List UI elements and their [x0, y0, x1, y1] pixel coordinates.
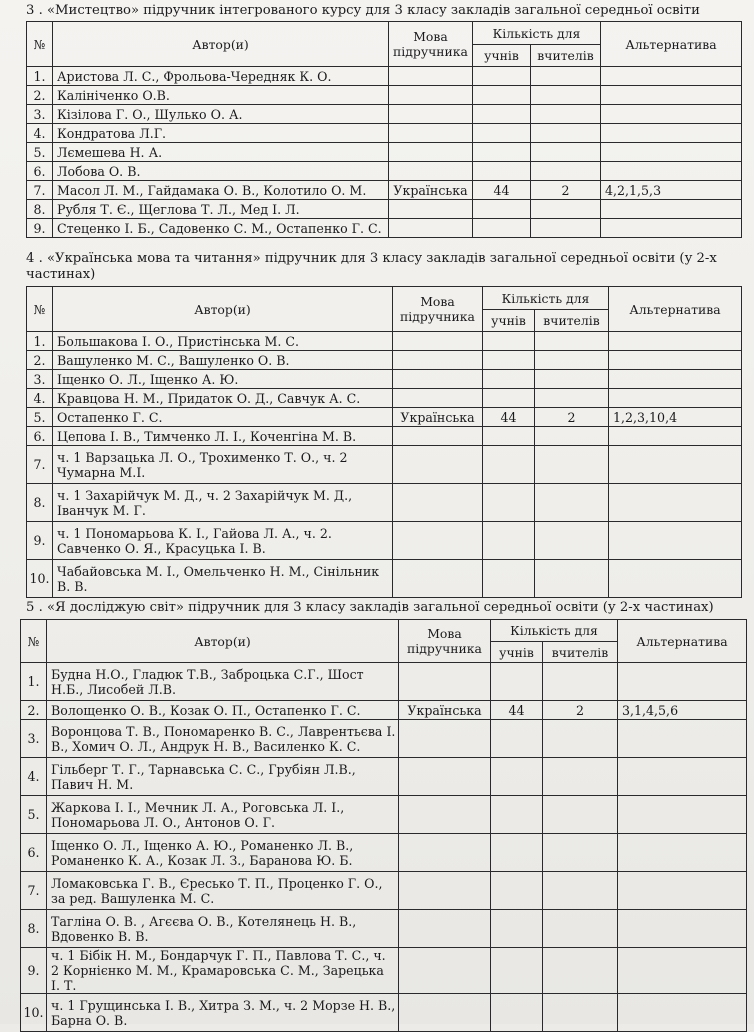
students-count-cell	[491, 872, 543, 910]
language-cell	[399, 663, 491, 701]
language-cell	[399, 758, 491, 796]
table-row	[27, 427, 742, 446]
author-cell: Аристова Л. С., Фрольова-Чередняк К. О.	[53, 67, 389, 86]
author-cell: Воронцова Т. В., Пономаренко В. С., Лаврентьєва І. В., Хомич О. Л., Андрук Н. В., Василенко К. С.	[47, 720, 399, 758]
author-cell: Кравцова Н. М., Придаток О. Д., Савчук А. С.	[53, 389, 393, 408]
author-cell: Большакова І. О., Пристінська М. С.	[53, 332, 393, 351]
header-alt: Альтернатива	[618, 620, 747, 663]
students-count-cell: 44	[483, 408, 535, 427]
table-row	[27, 446, 742, 484]
students-count-cell	[483, 389, 535, 408]
header-students: учнів	[491, 642, 543, 663]
language-cell	[389, 219, 473, 238]
table-row	[27, 162, 742, 181]
alternative-cell	[618, 663, 747, 701]
section-caption: 3 . «Мистецтво» підручник інтегрованого курсу для 3 класу закладів загальної середньої освіти	[26, 3, 700, 18]
row-number: 5.	[27, 143, 53, 162]
author-cell: ч. 1 Захарійчук М. Д., ч. 2 Захарійчук М. Д., Іванчук М. Г.	[53, 484, 393, 522]
language-cell	[389, 200, 473, 219]
row-number: 6.	[27, 162, 53, 181]
teachers-count-cell	[535, 427, 609, 446]
header-qty: Кількість для	[483, 287, 609, 310]
language-cell	[399, 720, 491, 758]
teachers-count-cell	[531, 124, 601, 143]
language-cell	[393, 389, 483, 408]
teachers-count-cell	[535, 389, 609, 408]
row-number: 7.	[27, 446, 53, 484]
language-cell	[399, 910, 491, 948]
students-count-cell	[483, 522, 535, 560]
students-count-cell	[483, 332, 535, 351]
row-number: 6.	[21, 834, 47, 872]
row-number: 1.	[27, 332, 53, 351]
author-cell: Кізілова Г. О., Шулько О. А.	[53, 105, 389, 124]
table-row	[21, 910, 747, 948]
author-cell: Кондратова Л.Г.	[53, 124, 389, 143]
teachers-count-cell	[531, 86, 601, 105]
language-cell	[393, 332, 483, 351]
language-cell	[389, 124, 473, 143]
row-number: 7.	[27, 181, 53, 200]
students-count-cell	[491, 834, 543, 872]
table-row	[27, 124, 742, 143]
alternative-cell	[601, 124, 742, 143]
teachers-count-cell	[531, 219, 601, 238]
students-count-cell	[473, 219, 531, 238]
table-row	[21, 872, 747, 910]
teachers-count-cell: 2	[535, 408, 609, 427]
students-count-cell	[473, 67, 531, 86]
students-count-cell	[491, 796, 543, 834]
alternative-cell	[609, 484, 742, 522]
author-cell: Волощенко О. В., Козак О. П., Остапенко Г. С.	[47, 701, 399, 720]
author-cell: ч. 1 Пономарьова К. І., Гайова Л. А., ч. 2. Савченко О. Я., Красуцька І. В.	[53, 522, 393, 560]
alternative-cell	[618, 948, 747, 994]
language-cell	[399, 796, 491, 834]
language-cell	[399, 994, 491, 1032]
language-cell: Українська	[399, 701, 491, 720]
alternative-cell	[609, 370, 742, 389]
textbook-table-art	[26, 21, 742, 238]
table-row	[27, 408, 742, 427]
language-cell	[389, 143, 473, 162]
author-cell: Гільберг Т. Г., Тарнавська С. С., Грубіян Л.В., Павич Н. М.	[47, 758, 399, 796]
teachers-count-cell	[543, 796, 618, 834]
students-count-cell	[491, 948, 543, 994]
table-row	[27, 522, 742, 560]
row-number: 8.	[27, 200, 53, 219]
author-cell: Калініченко О.В.	[53, 86, 389, 105]
row-number: 4.	[27, 389, 53, 408]
table-row	[27, 200, 742, 219]
students-count-cell	[473, 143, 531, 162]
header-author: Автор(и)	[47, 620, 399, 663]
language-cell	[393, 446, 483, 484]
row-number: 3.	[27, 105, 53, 124]
teachers-count-cell	[531, 143, 601, 162]
teachers-count-cell	[535, 370, 609, 389]
row-number: 3.	[21, 720, 47, 758]
language-cell	[399, 948, 491, 994]
header-lang: Мова підручника	[393, 287, 483, 332]
author-cell: ч. 1 Бібік Н. М., Бондарчук Г. П., Павлова Т. С., ч. 2 Корнієнко М. М., Крамаровська С. М., Зарецька І. Т.	[47, 948, 399, 994]
students-count-cell	[491, 910, 543, 948]
teachers-count-cell	[543, 948, 618, 994]
table-row	[27, 219, 742, 238]
header-teachers: вчителів	[543, 642, 618, 663]
header-lang: Мова підручника	[389, 22, 473, 67]
table-row	[27, 370, 742, 389]
header-students: учнів	[473, 45, 531, 67]
row-number: 9.	[21, 948, 47, 994]
row-number: 5.	[27, 408, 53, 427]
header-num: №	[27, 287, 53, 332]
table-row	[21, 701, 747, 720]
language-cell	[393, 522, 483, 560]
alternative-cell	[609, 560, 742, 598]
row-number: 9.	[27, 522, 53, 560]
teachers-count-cell	[535, 484, 609, 522]
author-cell: Чабайовська М. І., Омельченко Н. М., Сінільник В. В.	[53, 560, 393, 598]
language-cell	[393, 351, 483, 370]
row-number: 2.	[27, 86, 53, 105]
row-number: 1.	[27, 67, 53, 86]
alternative-cell	[618, 910, 747, 948]
row-number: 8.	[21, 910, 47, 948]
alternative-cell: 3,1,4,5,6	[618, 701, 747, 720]
teachers-count-cell	[543, 872, 618, 910]
language-cell	[393, 560, 483, 598]
students-count-cell	[483, 484, 535, 522]
author-cell: ч. 1 Грущинська І. В., Хитра З. М., ч. 2 Морзе Н. В., Барна О. В.	[47, 994, 399, 1032]
row-number: 6.	[27, 427, 53, 446]
author-cell: Жаркова І. І., Мечник Л. А., Роговська Л. І., Пономарьова Л. О., Антонов О. Г.	[47, 796, 399, 834]
students-count-cell	[483, 370, 535, 389]
teachers-count-cell	[543, 994, 618, 1032]
teachers-count-cell	[531, 162, 601, 181]
header-qty: Кількість для	[473, 22, 601, 45]
header-teachers: вчителів	[531, 45, 601, 67]
language-cell	[389, 67, 473, 86]
author-cell: Тагліна О. В. , Агєєва О. В., Котелянець Н. В., Вдовенко В. В.	[47, 910, 399, 948]
teachers-count-cell	[543, 663, 618, 701]
teachers-count-cell	[535, 332, 609, 351]
teachers-count-cell	[535, 560, 609, 598]
header-alt: Альтернатива	[609, 287, 742, 332]
table-row	[27, 143, 742, 162]
header-alt: Альтернатива	[601, 22, 742, 67]
author-cell: Іщенко О. Л., Іщенко А. Ю.	[53, 370, 393, 389]
table-row	[27, 105, 742, 124]
alternative-cell	[618, 872, 747, 910]
teachers-count-cell: 2	[531, 181, 601, 200]
alternative-cell	[618, 720, 747, 758]
teachers-count-cell	[535, 522, 609, 560]
table-row	[27, 332, 742, 351]
table-row	[21, 948, 747, 994]
alternative-cell	[609, 389, 742, 408]
row-number: 9.	[27, 219, 53, 238]
students-count-cell	[483, 446, 535, 484]
author-cell: Лємешева Н. А.	[53, 143, 389, 162]
students-count-cell	[483, 351, 535, 370]
alternative-cell: 1,2,3,10,4	[609, 408, 742, 427]
table-row	[21, 720, 747, 758]
table-row	[27, 484, 742, 522]
row-number: 10.	[21, 994, 47, 1032]
language-cell	[393, 484, 483, 522]
teachers-count-cell	[531, 105, 601, 124]
alternative-cell	[618, 994, 747, 1032]
students-count-cell	[491, 994, 543, 1032]
author-cell: Вашуленко М. С., Вашуленко О. В.	[53, 351, 393, 370]
language-cell: Українська	[389, 181, 473, 200]
language-cell: Українська	[393, 408, 483, 427]
row-number: 1.	[21, 663, 47, 701]
table-row	[27, 389, 742, 408]
section-caption: 5 . «Я досліджую світ» підручник для 3 класу закладів загальної середньої освіти (у 2-х частинах)	[26, 600, 714, 615]
students-count-cell	[473, 105, 531, 124]
teachers-count-cell	[531, 67, 601, 86]
alternative-cell: 4,2,1,5,3	[601, 181, 742, 200]
author-cell: Будна Н.О., Гладюк Т.В., Заброцька С.Г., Шост Н.Б., Лисобей Л.В.	[47, 663, 399, 701]
alternative-cell	[601, 86, 742, 105]
author-cell: ч. 1 Варзацька Л. О., Трохименко Т. О., ч. 2 Чумарна М.І.	[53, 446, 393, 484]
teachers-count-cell	[543, 834, 618, 872]
students-count-cell	[473, 162, 531, 181]
author-cell: Стеценко І. Б., Садовенко С. М., Остапенко Г. С.	[53, 219, 389, 238]
header-students: учнів	[483, 310, 535, 332]
author-cell: Іщенко О. Л., Іщенко А. Ю., Романенко Л. В., Романенко К. А., Козак Л. З., Баранова Ю. Б.	[47, 834, 399, 872]
alternative-cell	[601, 219, 742, 238]
language-cell	[399, 834, 491, 872]
teachers-count-cell	[543, 758, 618, 796]
alternative-cell	[609, 522, 742, 560]
row-number: 5.	[21, 796, 47, 834]
students-count-cell	[491, 663, 543, 701]
author-cell: Ломаковська Г. В., Єресько Т. П., Проценко Г. О., за ред. Вашуленка М. С.	[47, 872, 399, 910]
textbook-table-ukrainian	[26, 286, 742, 598]
alternative-cell	[618, 758, 747, 796]
table-row	[27, 86, 742, 105]
table-row	[21, 796, 747, 834]
row-number: 7.	[21, 872, 47, 910]
header-teachers: вчителів	[535, 310, 609, 332]
alternative-cell	[601, 105, 742, 124]
textbook-table-world	[20, 619, 747, 1032]
alternative-cell	[601, 200, 742, 219]
alternative-cell	[609, 332, 742, 351]
students-count-cell	[473, 86, 531, 105]
students-count-cell: 44	[473, 181, 531, 200]
header-author: Автор(и)	[53, 22, 389, 67]
section-caption: 4 . «Українська мова та читання» підручник для 3 класу закладів загальної середньої освіти (у 2-х частинах)	[26, 251, 717, 282]
alternative-cell	[601, 143, 742, 162]
table-row	[27, 67, 742, 86]
table-row	[21, 758, 747, 796]
alternative-cell	[609, 446, 742, 484]
language-cell	[393, 427, 483, 446]
students-count-cell	[491, 758, 543, 796]
header-lang: Мова підручника	[399, 620, 491, 663]
alternative-cell	[609, 427, 742, 446]
table-row	[21, 663, 747, 701]
language-cell	[393, 370, 483, 389]
language-cell	[389, 105, 473, 124]
table-row	[27, 181, 742, 200]
table-row	[27, 560, 742, 598]
table-row	[21, 834, 747, 872]
row-number: 4.	[21, 758, 47, 796]
author-cell: Рубля Т. Є., Щеглова Т. Л., Мед І. Л.	[53, 200, 389, 219]
teachers-count-cell: 2	[543, 701, 618, 720]
teachers-count-cell	[543, 910, 618, 948]
author-cell: Масол Л. М., Гайдамака О. В., Колотило О. М.	[53, 181, 389, 200]
alternative-cell	[609, 351, 742, 370]
language-cell	[389, 86, 473, 105]
alternative-cell	[601, 162, 742, 181]
row-number: 2.	[21, 701, 47, 720]
alternative-cell	[618, 834, 747, 872]
author-cell: Остапенко Г. С.	[53, 408, 393, 427]
students-count-cell	[473, 200, 531, 219]
header-author: Автор(и)	[53, 287, 393, 332]
students-count-cell	[491, 720, 543, 758]
students-count-cell	[473, 124, 531, 143]
header-num: №	[21, 620, 47, 663]
students-count-cell: 44	[491, 701, 543, 720]
header-num: №	[27, 22, 53, 67]
row-number: 10.	[27, 560, 53, 598]
row-number: 3.	[27, 370, 53, 389]
alternative-cell	[618, 796, 747, 834]
table-row	[27, 351, 742, 370]
alternative-cell	[601, 67, 742, 86]
teachers-count-cell	[543, 720, 618, 758]
row-number: 8.	[27, 484, 53, 522]
students-count-cell	[483, 560, 535, 598]
teachers-count-cell	[535, 351, 609, 370]
author-cell: Цепова І. В., Тимченко Л. І., Коченгіна М. В.	[53, 427, 393, 446]
row-number: 2.	[27, 351, 53, 370]
header-qty: Кількість для	[491, 620, 618, 642]
language-cell	[399, 872, 491, 910]
teachers-count-cell	[531, 200, 601, 219]
teachers-count-cell	[535, 446, 609, 484]
author-cell: Лобова О. В.	[53, 162, 389, 181]
students-count-cell	[483, 427, 535, 446]
language-cell	[389, 162, 473, 181]
table-row	[21, 994, 747, 1032]
row-number: 4.	[27, 124, 53, 143]
